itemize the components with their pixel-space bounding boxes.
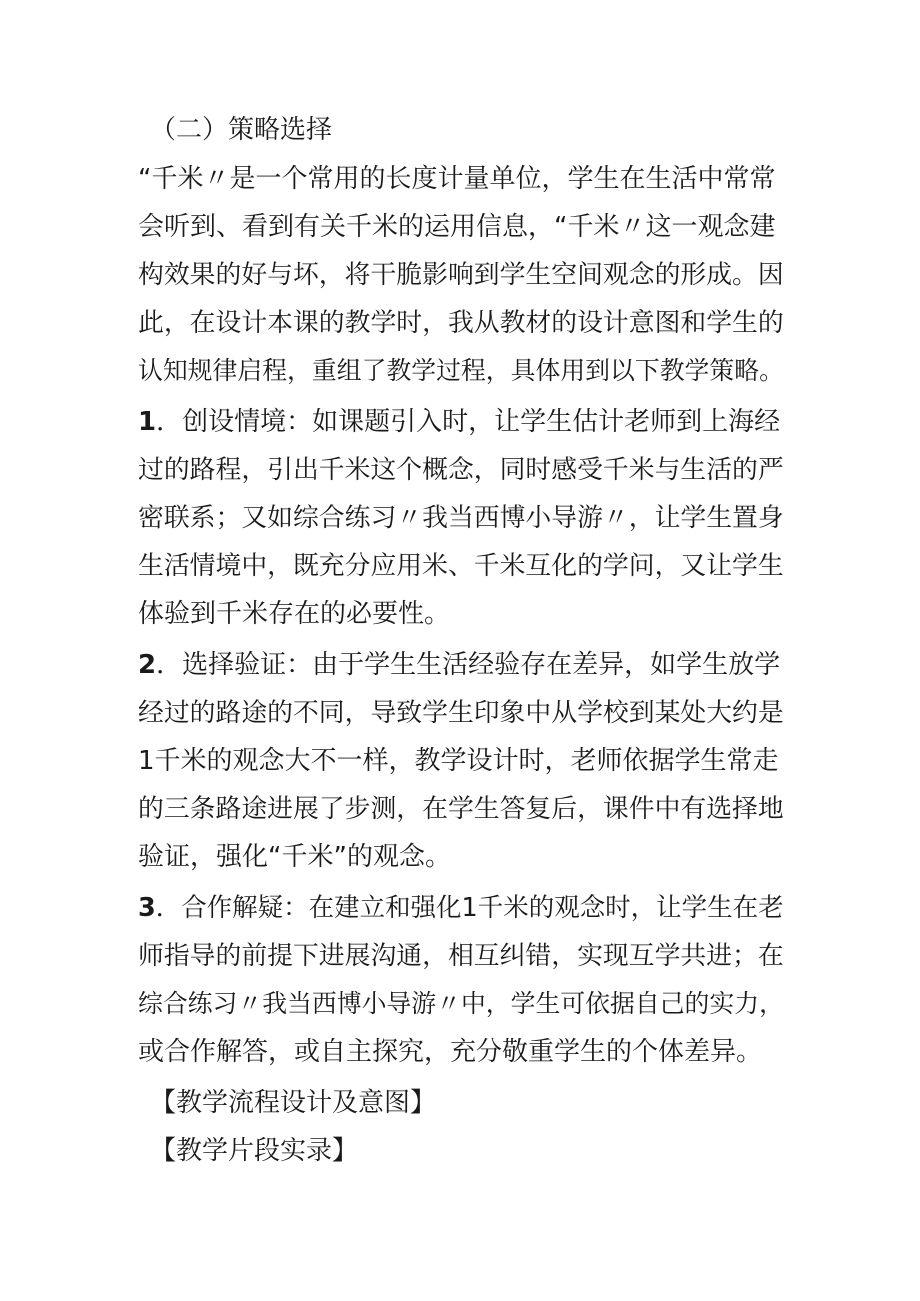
strategy-3-line-2: 师指导的前提下进展沟通，相互纠错，实现互学共进；在 — [138, 941, 784, 971]
strategy-1-line-2: 过的路程，引出千米这个概念，同时感受千米与生活的严 — [138, 455, 784, 485]
strategy-2-line-2: 经过的路途的不同，导致学生印象中从学校到某处大约是 — [138, 698, 784, 728]
intro-line-1: “千米〃是一个常用的长度计量单位，学生在生活中常常 — [138, 164, 776, 194]
strategy-1-line-1 — [138, 402, 780, 442]
strategy-1-line-4: 生活情境中，既充分应用米、千米互化的学问，又让学生 — [138, 551, 784, 581]
strategy-2-line-5: 验证，强化“千米”的观念。 — [138, 842, 451, 872]
strategy-2-line-3: 1千米的观念大不一样，教学设计时，老师依据学生常走 — [138, 746, 779, 776]
intro-line-4: 此，在设计本课的教学时，我从教材的设计意图和学生的 — [138, 308, 784, 338]
strategy-1-number: 1 — [138, 407, 157, 437]
strategy-2-text: ．选择验证：由于学生生活经验存在差异，如学生放学 — [156, 650, 781, 680]
intro-line-3: 构效果的好与坏，将干脆影响到学生空间观念的形成。因 — [138, 260, 784, 290]
strategy-3-text: ．合作解疑：在建立和强化1千米的观念时，让学生在老 — [155, 893, 784, 923]
intro-line-2: 会听到、看到有关千米的运用信息，“千米〃这一观念建 — [138, 212, 776, 242]
intro-line-5: 认知规律启程，重组了教学过程，具体用到以下教学策略。 — [138, 356, 784, 385]
strategy-2-line-4: 的三条路途进展了步测，在学生答复后，课件中有选择地 — [138, 794, 784, 824]
heading-teaching-flow: 【教学流程设计及意图】 — [150, 1088, 437, 1118]
heading-teaching-record: 【教学片段实录】 — [150, 1136, 359, 1166]
strategy-3-line-1 — [138, 888, 784, 928]
strategy-3-line-4: 或合作解答，或自主探究，充分敬重学生的个体差异。 — [138, 1037, 763, 1067]
strategy-2-number: 2 — [138, 650, 157, 680]
strategy-1-text: ．创设情境：如课题引入时，让学生估计老师到上海经 — [156, 407, 781, 437]
strategy-2-line-1 — [138, 645, 780, 685]
section-heading: （二）策略选择 — [150, 115, 333, 145]
strategy-3-line-3: 综合练习〃我当西博小导游〃中，学生可依据自己的实力， — [138, 989, 784, 1018]
strategy-3-number: 3 — [138, 893, 156, 923]
strategy-1-line-3: 密联系；又如综合练习〃我当西博小导游〃，让学生置身 — [138, 503, 784, 533]
strategy-1-line-5: 体验到千米存在的必要性。 — [138, 599, 451, 629]
